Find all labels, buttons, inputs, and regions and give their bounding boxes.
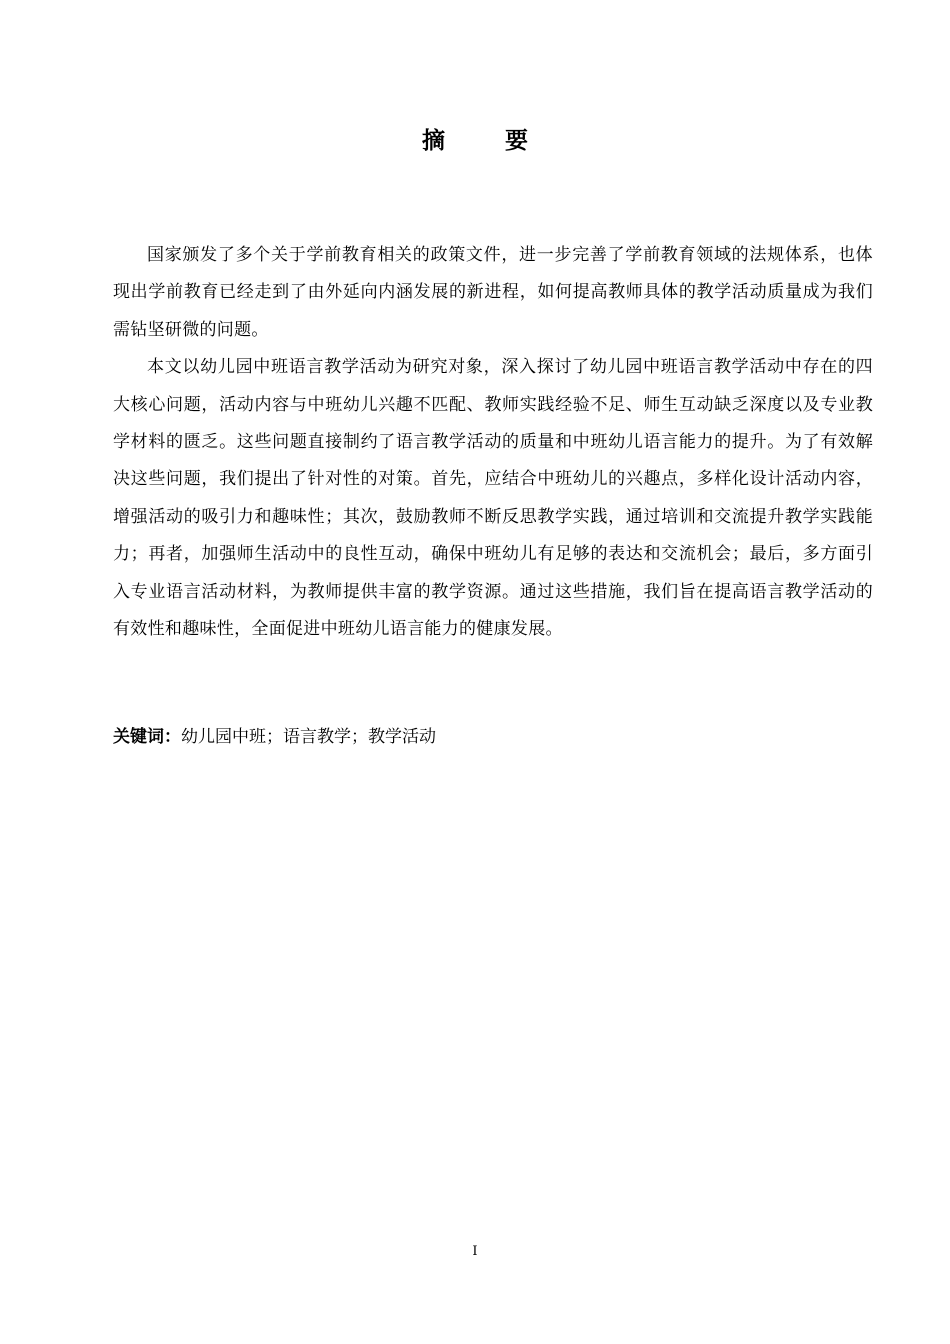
keywords-label: 关键词： [113, 727, 181, 747]
abstract-paragraph-1: 国家颁发了多个关于学前教育相关的政策文件，进一步完善了学前教育领域的法规体系，也体现出学前教育已经走到了由外延向内涵发展的新进程，如何提高教师具体的教学活动质量成为我们需钻坚研微的问题。 [113, 245, 873, 340]
keywords-line [113, 719, 873, 756]
keywords-value: 幼儿园中班；语言教学；教学活动 [181, 727, 436, 747]
abstract-body [113, 237, 873, 648]
abstract-title: 摘 要 [421, 127, 554, 154]
page-number: I [472, 1244, 478, 1259]
abstract-paragraph-2: 本文以幼儿园中班语言教学活动为研究对象，深入探讨了幼儿园中班语言教学活动中存在的四大核心问题，活动内容与中班幼儿兴趣不匹配、教师实践经验不足、师生互动缺乏深度以及专业教学材料的匮乏。这些问题直接制约了语言教学活动的质量和中班幼儿语言能力的提升。为了有效解决这些问题，我们提出了针对性的对策。首先，应结合中班幼儿的兴趣点，多样化设计活动内容，增强活动的吸引力和趣味性；其次，鼓励教师不断反思教学实践，通过培训和交流提升教学实践能力；再者，加强师生活动中的良性互动，确保中班幼儿有足够的表达和交流机会；最后，多方面引入专业语言活动材料，为教师提供丰富的教学资源。通过这些措施，我们旨在提高语言教学活动的有效性和趣味性，全面促进中班幼儿语言能力的健康发展。 [113, 357, 873, 640]
